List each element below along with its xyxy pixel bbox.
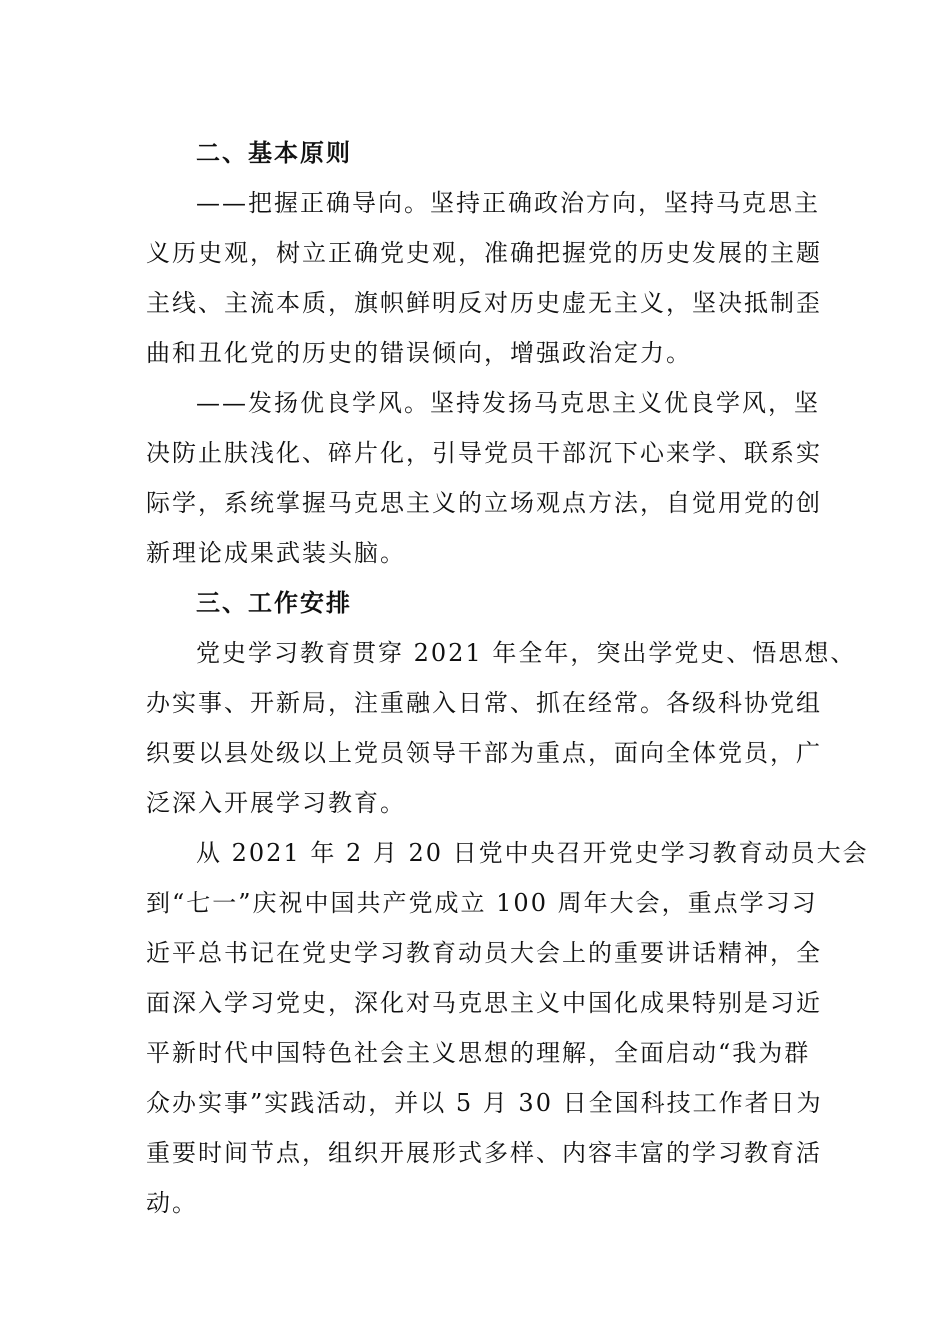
paragraph-correct-guidance <box>146 178 822 378</box>
paragraph-line: 近平总书记在党史学习教育动员大会上的重要讲话精神，全 <box>146 939 822 967</box>
paragraph-line: 新理论成果武装头脑。 <box>146 539 406 567</box>
paragraph-line: 重要时间节点，组织开展形式多样、内容丰富的学习教育活 <box>146 1139 822 1167</box>
paragraph-line: 面深入学习党史，深化对马克思主义中国化成果特别是习近 <box>146 989 822 1017</box>
paragraph-line: ——发扬优良学风。坚持发扬马克思主义优良学风，坚 <box>196 389 820 417</box>
paragraph-line: 到“七一”庆祝中国共产党成立 100 周年大会，重点学习习 <box>146 889 818 917</box>
paragraph-line: 际学，系统掌握马克思主义的立场观点方法，自觉用党的创 <box>146 489 822 517</box>
paragraph-line: 曲和丑化党的历史的错误倾向，增强政治定力。 <box>146 339 692 367</box>
paragraph-line: 决防止肤浅化、碎片化，引导党员干部沉下心来学、联系实 <box>146 439 822 467</box>
paragraph-line: 动。 <box>146 1189 198 1217</box>
section-heading-basic-principles: 二、基本原则 <box>196 139 352 167</box>
document-body <box>146 128 869 1228</box>
paragraph-study-style <box>146 378 822 578</box>
paragraph-line: 义历史观，树立正确党史观，准确把握党的历史发展的主题 <box>146 239 822 267</box>
paragraph-line: 党史学习教育贯穿 2021 年全年，突出学党史、悟思想、 <box>196 639 857 667</box>
paragraph-line: 众办实事”实践活动，并以 5 月 30 日全国科技工作者日为 <box>146 1089 823 1117</box>
paragraph-line: ——把握正确导向。坚持正确政治方向，坚持马克思主 <box>196 189 820 217</box>
paragraph-line: 从 2021 年 2 月 20 日党中央召开党史学习教育动员大会 <box>196 839 869 867</box>
paragraph-line: 泛深入开展学习教育。 <box>146 789 406 817</box>
paragraph-line: 平新时代中国特色社会主义思想的理解，全面启动“我为群 <box>146 1039 811 1067</box>
paragraph-line: 织要以县处级以上党员领导干部为重点，面向全体党员，广 <box>146 739 822 767</box>
paragraph-schedule <box>146 828 869 1228</box>
paragraph-line: 办实事、开新局，注重融入日常、抓在经常。各级科协党组 <box>146 689 822 717</box>
paragraph-line: 主线、主流本质，旗帜鲜明反对历史虚无主义，坚决抵制歪 <box>146 289 822 317</box>
paragraph-overview <box>146 628 857 828</box>
section-heading-work-arrangement: 三、工作安排 <box>196 589 352 617</box>
